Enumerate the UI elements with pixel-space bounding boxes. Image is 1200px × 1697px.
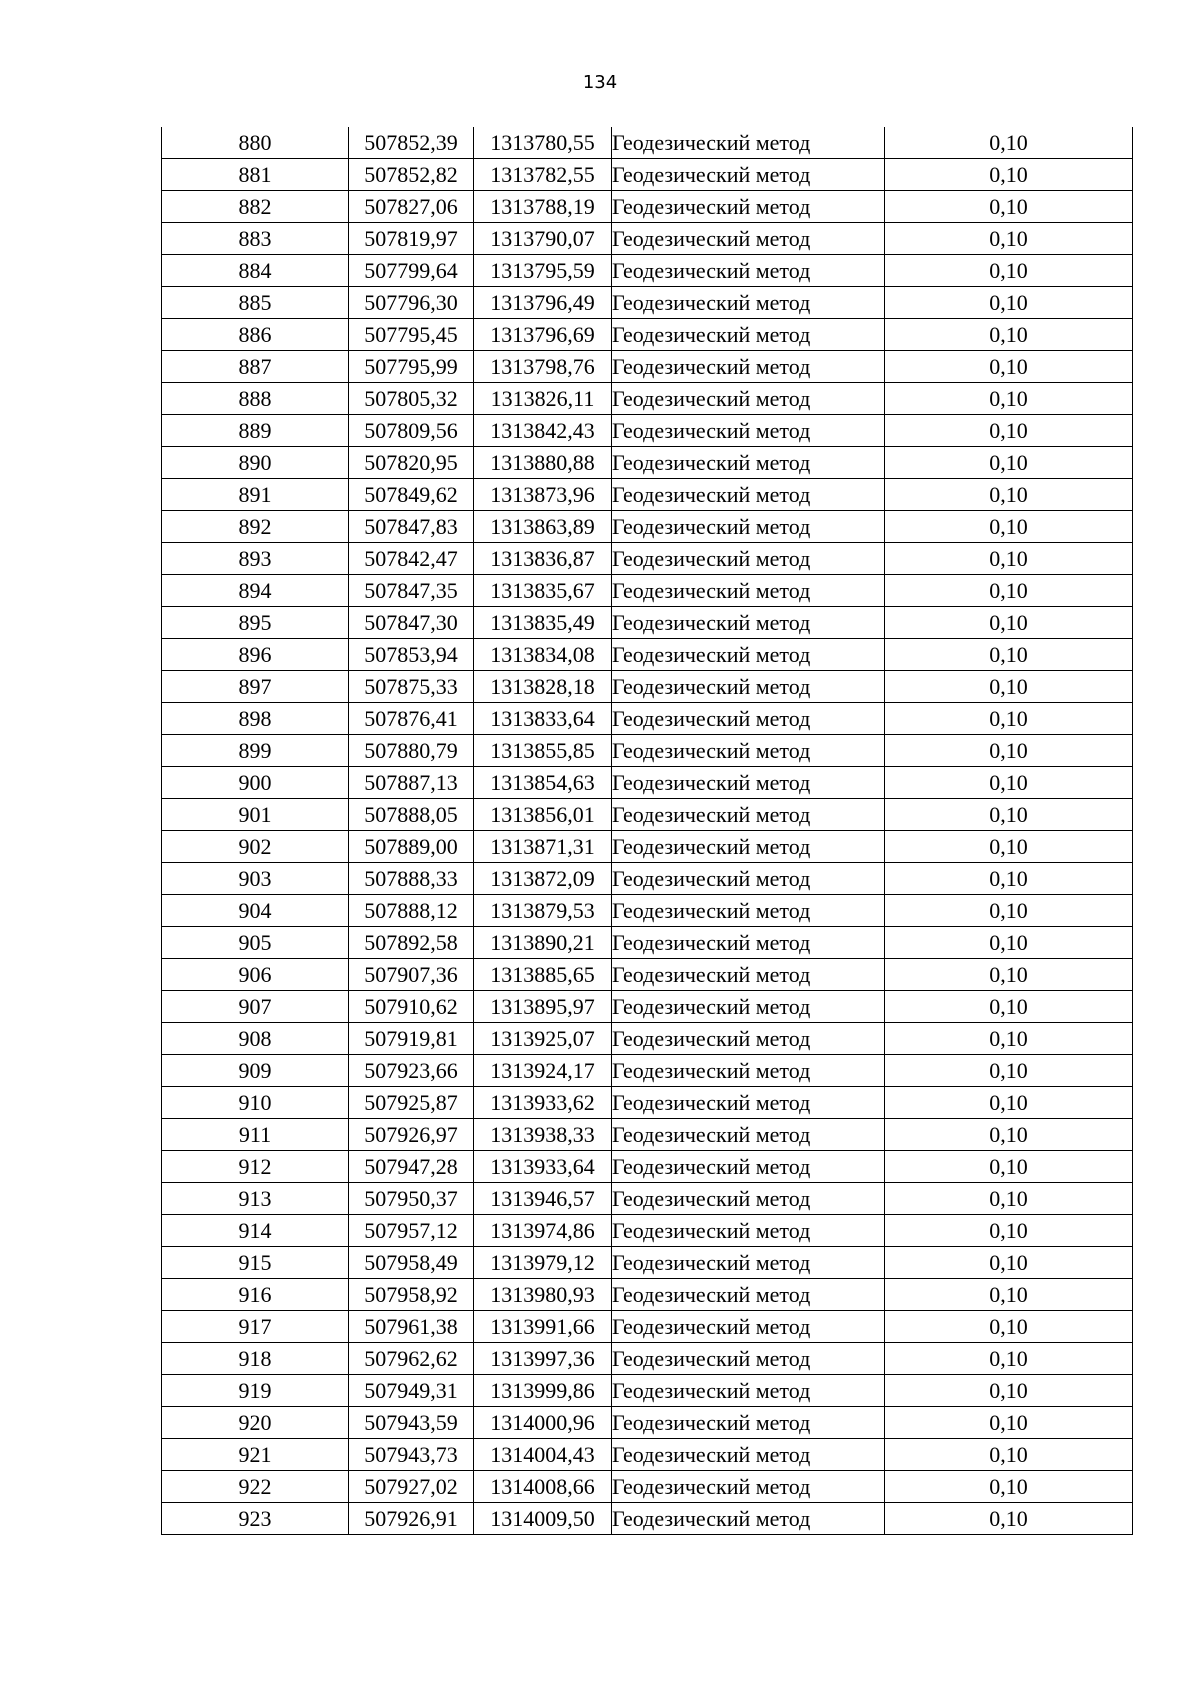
x-coordinate-cell: 507852,39 xyxy=(349,127,474,159)
y-coordinate-cell: 1313834,08 xyxy=(474,639,612,671)
accuracy-cell: 0,10 xyxy=(885,831,1133,863)
method-cell: Геодезический метод xyxy=(612,703,885,735)
accuracy-cell: 0,10 xyxy=(885,479,1133,511)
method-cell: Геодезический метод xyxy=(612,1023,885,1055)
x-coordinate-cell: 507957,12 xyxy=(349,1215,474,1247)
y-coordinate-cell: 1313933,64 xyxy=(474,1151,612,1183)
point-number-cell: 922 xyxy=(162,1471,349,1503)
table-row xyxy=(162,127,1133,159)
x-coordinate-cell: 507919,81 xyxy=(349,1023,474,1055)
method-cell: Геодезический метод xyxy=(612,671,885,703)
table-row xyxy=(162,959,1133,991)
point-number-cell: 917 xyxy=(162,1311,349,1343)
y-coordinate-cell: 1313895,97 xyxy=(474,991,612,1023)
x-coordinate-cell: 507842,47 xyxy=(349,543,474,575)
method-cell: Геодезический метод xyxy=(612,383,885,415)
table-row xyxy=(162,1343,1133,1375)
method-cell: Геодезический метод xyxy=(612,1247,885,1279)
point-number-cell: 900 xyxy=(162,767,349,799)
table-row xyxy=(162,1247,1133,1279)
point-number-cell: 901 xyxy=(162,799,349,831)
y-coordinate-cell: 1313780,55 xyxy=(474,127,612,159)
accuracy-cell: 0,10 xyxy=(885,895,1133,927)
accuracy-cell: 0,10 xyxy=(885,959,1133,991)
table-row xyxy=(162,1183,1133,1215)
y-coordinate-cell: 1313835,49 xyxy=(474,607,612,639)
accuracy-cell: 0,10 xyxy=(885,383,1133,415)
point-number-cell: 904 xyxy=(162,895,349,927)
x-coordinate-cell: 507926,91 xyxy=(349,1503,474,1535)
method-cell: Геодезический метод xyxy=(612,479,885,511)
y-coordinate-cell: 1313833,64 xyxy=(474,703,612,735)
point-number-cell: 913 xyxy=(162,1183,349,1215)
y-coordinate-cell: 1313798,76 xyxy=(474,351,612,383)
y-coordinate-cell: 1313872,09 xyxy=(474,863,612,895)
accuracy-cell: 0,10 xyxy=(885,1407,1133,1439)
x-coordinate-cell: 507888,12 xyxy=(349,895,474,927)
x-coordinate-cell: 507795,45 xyxy=(349,319,474,351)
point-number-cell: 919 xyxy=(162,1375,349,1407)
y-coordinate-cell: 1313974,86 xyxy=(474,1215,612,1247)
x-coordinate-cell: 507847,30 xyxy=(349,607,474,639)
y-coordinate-cell: 1313946,57 xyxy=(474,1183,612,1215)
method-cell: Геодезический метод xyxy=(612,1151,885,1183)
method-cell: Геодезический метод xyxy=(612,1183,885,1215)
y-coordinate-cell: 1313997,36 xyxy=(474,1343,612,1375)
y-coordinate-cell: 1313828,18 xyxy=(474,671,612,703)
point-number-cell: 905 xyxy=(162,927,349,959)
table-row xyxy=(162,223,1133,255)
point-number-cell: 885 xyxy=(162,287,349,319)
accuracy-cell: 0,10 xyxy=(885,1311,1133,1343)
x-coordinate-cell: 507947,28 xyxy=(349,1151,474,1183)
accuracy-cell: 0,10 xyxy=(885,927,1133,959)
table-row xyxy=(162,191,1133,223)
point-number-cell: 910 xyxy=(162,1087,349,1119)
accuracy-cell: 0,10 xyxy=(885,671,1133,703)
x-coordinate-cell: 507852,82 xyxy=(349,159,474,191)
x-coordinate-cell: 507888,05 xyxy=(349,799,474,831)
accuracy-cell: 0,10 xyxy=(885,575,1133,607)
x-coordinate-cell: 507950,37 xyxy=(349,1183,474,1215)
point-number-cell: 920 xyxy=(162,1407,349,1439)
y-coordinate-cell: 1313796,69 xyxy=(474,319,612,351)
accuracy-cell: 0,10 xyxy=(885,1087,1133,1119)
accuracy-cell: 0,10 xyxy=(885,1503,1133,1535)
page-number: 134 xyxy=(582,72,618,93)
y-coordinate-cell: 1313879,53 xyxy=(474,895,612,927)
method-cell: Геодезический метод xyxy=(612,1311,885,1343)
point-number-cell: 881 xyxy=(162,159,349,191)
accuracy-cell: 0,10 xyxy=(885,639,1133,671)
x-coordinate-cell: 507910,62 xyxy=(349,991,474,1023)
x-coordinate-cell: 507875,33 xyxy=(349,671,474,703)
y-coordinate-cell: 1313855,85 xyxy=(474,735,612,767)
table-row xyxy=(162,1151,1133,1183)
table-row xyxy=(162,543,1133,575)
method-cell: Геодезический метод xyxy=(612,895,885,927)
accuracy-cell: 0,10 xyxy=(885,703,1133,735)
table-row xyxy=(162,639,1133,671)
method-cell: Геодезический метод xyxy=(612,735,885,767)
accuracy-cell: 0,10 xyxy=(885,319,1133,351)
accuracy-cell: 0,10 xyxy=(885,1247,1133,1279)
x-coordinate-cell: 507819,97 xyxy=(349,223,474,255)
y-coordinate-cell: 1313871,31 xyxy=(474,831,612,863)
table-row xyxy=(162,1119,1133,1151)
accuracy-cell: 0,10 xyxy=(885,991,1133,1023)
method-cell: Геодезический метод xyxy=(612,127,885,159)
accuracy-cell: 0,10 xyxy=(885,127,1133,159)
method-cell: Геодезический метод xyxy=(612,1119,885,1151)
y-coordinate-cell: 1313835,67 xyxy=(474,575,612,607)
point-number-cell: 887 xyxy=(162,351,349,383)
point-number-cell: 914 xyxy=(162,1215,349,1247)
x-coordinate-cell: 507962,62 xyxy=(349,1343,474,1375)
accuracy-cell: 0,10 xyxy=(885,799,1133,831)
point-number-cell: 896 xyxy=(162,639,349,671)
point-number-cell: 903 xyxy=(162,863,349,895)
accuracy-cell: 0,10 xyxy=(885,1151,1133,1183)
accuracy-cell: 0,10 xyxy=(885,607,1133,639)
y-coordinate-cell: 1313938,33 xyxy=(474,1119,612,1151)
x-coordinate-cell: 507943,73 xyxy=(349,1439,474,1471)
accuracy-cell: 0,10 xyxy=(885,447,1133,479)
table-row xyxy=(162,735,1133,767)
x-coordinate-cell: 507888,33 xyxy=(349,863,474,895)
point-number-cell: 893 xyxy=(162,543,349,575)
point-number-cell: 894 xyxy=(162,575,349,607)
method-cell: Геодезический метод xyxy=(612,575,885,607)
accuracy-cell: 0,10 xyxy=(885,543,1133,575)
point-number-cell: 897 xyxy=(162,671,349,703)
table-row xyxy=(162,1215,1133,1247)
x-coordinate-cell: 507805,32 xyxy=(349,383,474,415)
point-number-cell: 898 xyxy=(162,703,349,735)
method-cell: Геодезический метод xyxy=(612,255,885,287)
point-number-cell: 899 xyxy=(162,735,349,767)
table-row xyxy=(162,1087,1133,1119)
x-coordinate-cell: 507880,79 xyxy=(349,735,474,767)
x-coordinate-cell: 507889,00 xyxy=(349,831,474,863)
y-coordinate-cell: 1313790,07 xyxy=(474,223,612,255)
point-number-cell: 923 xyxy=(162,1503,349,1535)
x-coordinate-cell: 507892,58 xyxy=(349,927,474,959)
coordinates-table-body xyxy=(162,127,1133,1535)
x-coordinate-cell: 507796,30 xyxy=(349,287,474,319)
point-number-cell: 883 xyxy=(162,223,349,255)
y-coordinate-cell: 1313782,55 xyxy=(474,159,612,191)
method-cell: Геодезический метод xyxy=(612,1279,885,1311)
point-number-cell: 886 xyxy=(162,319,349,351)
point-number-cell: 916 xyxy=(162,1279,349,1311)
x-coordinate-cell: 507887,13 xyxy=(349,767,474,799)
y-coordinate-cell: 1313924,17 xyxy=(474,1055,612,1087)
method-cell: Геодезический метод xyxy=(612,1471,885,1503)
x-coordinate-cell: 507927,02 xyxy=(349,1471,474,1503)
accuracy-cell: 0,10 xyxy=(885,511,1133,543)
method-cell: Геодезический метод xyxy=(612,319,885,351)
table-row xyxy=(162,1439,1133,1471)
table-row xyxy=(162,1311,1133,1343)
accuracy-cell: 0,10 xyxy=(885,159,1133,191)
accuracy-cell: 0,10 xyxy=(885,287,1133,319)
table-row xyxy=(162,831,1133,863)
table-row xyxy=(162,799,1133,831)
coordinates-table xyxy=(161,127,1133,1535)
y-coordinate-cell: 1313925,07 xyxy=(474,1023,612,1055)
method-cell: Геодезический метод xyxy=(612,1087,885,1119)
table-row xyxy=(162,351,1133,383)
method-cell: Геодезический метод xyxy=(612,223,885,255)
table-row xyxy=(162,159,1133,191)
method-cell: Геодезический метод xyxy=(612,287,885,319)
method-cell: Геодезический метод xyxy=(612,1407,885,1439)
y-coordinate-cell: 1313788,19 xyxy=(474,191,612,223)
method-cell: Геодезический метод xyxy=(612,191,885,223)
accuracy-cell: 0,10 xyxy=(885,1183,1133,1215)
table-row xyxy=(162,479,1133,511)
table-row xyxy=(162,511,1133,543)
table-row xyxy=(162,1023,1133,1055)
y-coordinate-cell: 1314004,43 xyxy=(474,1439,612,1471)
x-coordinate-cell: 507925,87 xyxy=(349,1087,474,1119)
accuracy-cell: 0,10 xyxy=(885,1439,1133,1471)
y-coordinate-cell: 1313979,12 xyxy=(474,1247,612,1279)
y-coordinate-cell: 1313836,87 xyxy=(474,543,612,575)
method-cell: Геодезический метод xyxy=(612,1503,885,1535)
point-number-cell: 880 xyxy=(162,127,349,159)
x-coordinate-cell: 507958,49 xyxy=(349,1247,474,1279)
y-coordinate-cell: 1313885,65 xyxy=(474,959,612,991)
y-coordinate-cell: 1313826,11 xyxy=(474,383,612,415)
x-coordinate-cell: 507820,95 xyxy=(349,447,474,479)
accuracy-cell: 0,10 xyxy=(885,735,1133,767)
y-coordinate-cell: 1313999,86 xyxy=(474,1375,612,1407)
method-cell: Геодезический метод xyxy=(612,959,885,991)
method-cell: Геодезический метод xyxy=(612,767,885,799)
table-row xyxy=(162,1375,1133,1407)
y-coordinate-cell: 1314000,96 xyxy=(474,1407,612,1439)
method-cell: Геодезический метод xyxy=(612,991,885,1023)
x-coordinate-cell: 507949,31 xyxy=(349,1375,474,1407)
accuracy-cell: 0,10 xyxy=(885,863,1133,895)
point-number-cell: 890 xyxy=(162,447,349,479)
accuracy-cell: 0,10 xyxy=(885,415,1133,447)
x-coordinate-cell: 507961,38 xyxy=(349,1311,474,1343)
table-row xyxy=(162,927,1133,959)
method-cell: Геодезический метод xyxy=(612,447,885,479)
x-coordinate-cell: 507847,83 xyxy=(349,511,474,543)
method-cell: Геодезический метод xyxy=(612,511,885,543)
y-coordinate-cell: 1313863,89 xyxy=(474,511,612,543)
table-row xyxy=(162,255,1133,287)
table-row xyxy=(162,1279,1133,1311)
method-cell: Геодезический метод xyxy=(612,1055,885,1087)
x-coordinate-cell: 507923,66 xyxy=(349,1055,474,1087)
table-row xyxy=(162,575,1133,607)
y-coordinate-cell: 1313854,63 xyxy=(474,767,612,799)
point-number-cell: 895 xyxy=(162,607,349,639)
accuracy-cell: 0,10 xyxy=(885,223,1133,255)
accuracy-cell: 0,10 xyxy=(885,1215,1133,1247)
table-row xyxy=(162,1471,1133,1503)
accuracy-cell: 0,10 xyxy=(885,191,1133,223)
point-number-cell: 892 xyxy=(162,511,349,543)
method-cell: Геодезический метод xyxy=(612,1343,885,1375)
y-coordinate-cell: 1313991,66 xyxy=(474,1311,612,1343)
x-coordinate-cell: 507853,94 xyxy=(349,639,474,671)
accuracy-cell: 0,10 xyxy=(885,1055,1133,1087)
x-coordinate-cell: 507943,59 xyxy=(349,1407,474,1439)
y-coordinate-cell: 1313890,21 xyxy=(474,927,612,959)
point-number-cell: 918 xyxy=(162,1343,349,1375)
point-number-cell: 909 xyxy=(162,1055,349,1087)
accuracy-cell: 0,10 xyxy=(885,255,1133,287)
table-row xyxy=(162,895,1133,927)
y-coordinate-cell: 1314008,66 xyxy=(474,1471,612,1503)
accuracy-cell: 0,10 xyxy=(885,351,1133,383)
y-coordinate-cell: 1313795,59 xyxy=(474,255,612,287)
method-cell: Геодезический метод xyxy=(612,831,885,863)
table-row xyxy=(162,1055,1133,1087)
point-number-cell: 884 xyxy=(162,255,349,287)
x-coordinate-cell: 507907,36 xyxy=(349,959,474,991)
accuracy-cell: 0,10 xyxy=(885,1343,1133,1375)
point-number-cell: 921 xyxy=(162,1439,349,1471)
method-cell: Геодезический метод xyxy=(612,799,885,831)
accuracy-cell: 0,10 xyxy=(885,1375,1133,1407)
y-coordinate-cell: 1313796,49 xyxy=(474,287,612,319)
method-cell: Геодезический метод xyxy=(612,159,885,191)
table-row xyxy=(162,991,1133,1023)
point-number-cell: 911 xyxy=(162,1119,349,1151)
method-cell: Геодезический метод xyxy=(612,351,885,383)
method-cell: Геодезический метод xyxy=(612,639,885,671)
x-coordinate-cell: 507795,99 xyxy=(349,351,474,383)
method-cell: Геодезический метод xyxy=(612,543,885,575)
table-row xyxy=(162,703,1133,735)
table-row xyxy=(162,863,1133,895)
x-coordinate-cell: 507809,56 xyxy=(349,415,474,447)
x-coordinate-cell: 507827,06 xyxy=(349,191,474,223)
method-cell: Геодезический метод xyxy=(612,1375,885,1407)
point-number-cell: 906 xyxy=(162,959,349,991)
accuracy-cell: 0,10 xyxy=(885,1023,1133,1055)
y-coordinate-cell: 1313842,43 xyxy=(474,415,612,447)
method-cell: Геодезический метод xyxy=(612,415,885,447)
point-number-cell: 908 xyxy=(162,1023,349,1055)
method-cell: Геодезический метод xyxy=(612,607,885,639)
accuracy-cell: 0,10 xyxy=(885,767,1133,799)
table-row xyxy=(162,319,1133,351)
x-coordinate-cell: 507958,92 xyxy=(349,1279,474,1311)
table-row xyxy=(162,1407,1133,1439)
x-coordinate-cell: 507876,41 xyxy=(349,703,474,735)
table-row xyxy=(162,447,1133,479)
y-coordinate-cell: 1314009,50 xyxy=(474,1503,612,1535)
accuracy-cell: 0,10 xyxy=(885,1119,1133,1151)
point-number-cell: 888 xyxy=(162,383,349,415)
y-coordinate-cell: 1313980,93 xyxy=(474,1279,612,1311)
point-number-cell: 907 xyxy=(162,991,349,1023)
point-number-cell: 902 xyxy=(162,831,349,863)
table-row xyxy=(162,767,1133,799)
point-number-cell: 891 xyxy=(162,479,349,511)
method-cell: Геодезический метод xyxy=(612,863,885,895)
table-row xyxy=(162,383,1133,415)
y-coordinate-cell: 1313933,62 xyxy=(474,1087,612,1119)
table-row xyxy=(162,671,1133,703)
table-row xyxy=(162,607,1133,639)
x-coordinate-cell: 507799,64 xyxy=(349,255,474,287)
y-coordinate-cell: 1313856,01 xyxy=(474,799,612,831)
x-coordinate-cell: 507847,35 xyxy=(349,575,474,607)
accuracy-cell: 0,10 xyxy=(885,1279,1133,1311)
point-number-cell: 882 xyxy=(162,191,349,223)
y-coordinate-cell: 1313880,88 xyxy=(474,447,612,479)
method-cell: Геодезический метод xyxy=(612,1439,885,1471)
point-number-cell: 889 xyxy=(162,415,349,447)
method-cell: Геодезический метод xyxy=(612,1215,885,1247)
table-row xyxy=(162,415,1133,447)
method-cell: Геодезический метод xyxy=(612,927,885,959)
point-number-cell: 915 xyxy=(162,1247,349,1279)
accuracy-cell: 0,10 xyxy=(885,1471,1133,1503)
x-coordinate-cell: 507926,97 xyxy=(349,1119,474,1151)
y-coordinate-cell: 1313873,96 xyxy=(474,479,612,511)
x-coordinate-cell: 507849,62 xyxy=(349,479,474,511)
table-row xyxy=(162,287,1133,319)
point-number-cell: 912 xyxy=(162,1151,349,1183)
table-row xyxy=(162,1503,1133,1535)
